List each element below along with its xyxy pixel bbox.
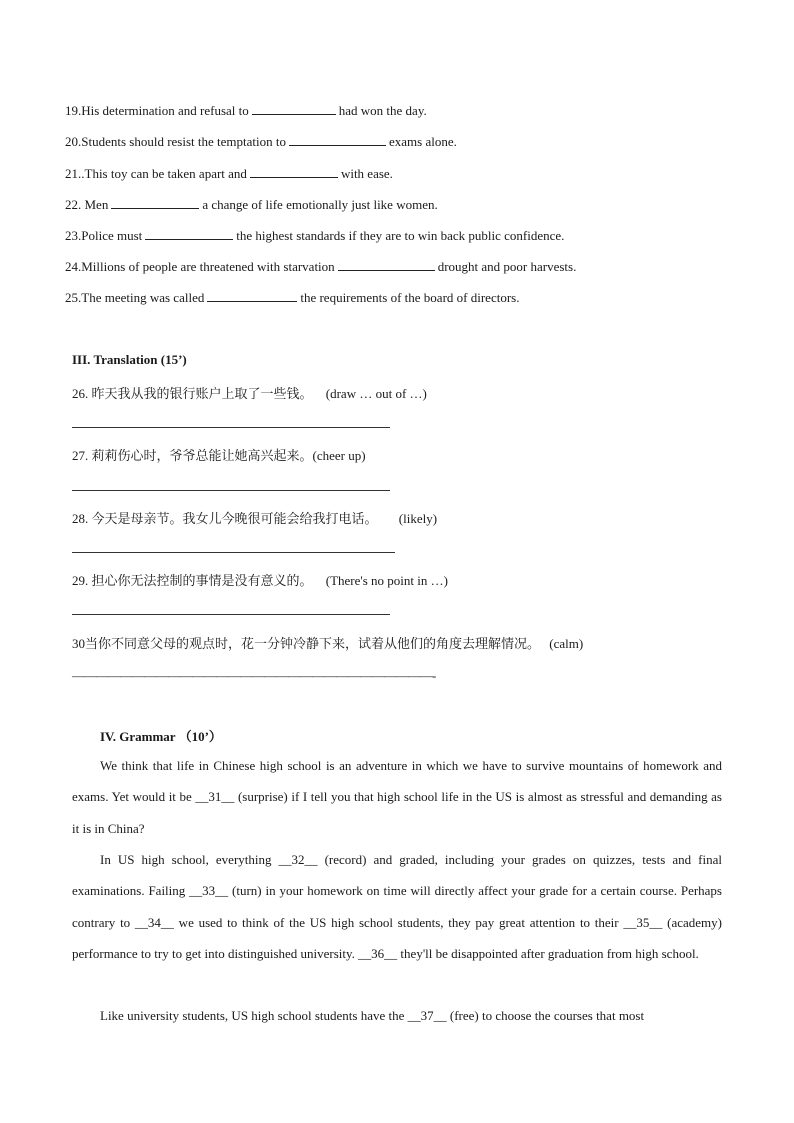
question-26: 26. 昨天我从我的银行账户上取了一些钱。 (draw … out of …)	[72, 386, 427, 402]
grammar-paragraph-2: In US high school, everything __32__ (record) and graded, including your grades on quizzes, tests and final examinations. Failing __33__ (turn) in your homework on time will directly affect your grade for a certain course. Perhaps contrary to __34__ we used to think of the US high school students, they pay great attention to their __35__ (academy) performance to try to get into distinguished university. __36__ they'll be disappointed after graduation from high school.	[72, 852, 722, 961]
question-23: 23.Police must the highest standards if they are to win back public confidence.	[65, 228, 565, 243]
question-21: 21..This toy can be taken apart and with ease.	[65, 166, 393, 181]
grammar-paragraph-1: We think that life in Chinese high school is an adventure in which we have to survive mountains of homework and exams. Yet would it be __31__ (surprise) if I tell you that high school life in the US is almost as stressful and demanding as it is in China?	[72, 758, 722, 836]
answer-line-26[interactable]	[72, 427, 390, 428]
answer-line-30[interactable]: ——————————————————————————————-	[72, 668, 436, 683]
answer-blank[interactable]	[111, 196, 199, 209]
question-25: 25.The meeting was called the requirements of the board of directors.	[65, 290, 520, 305]
question-27: 27. 莉莉伤心时，爷爷总能让她高兴起来。(cheer up)	[72, 448, 366, 464]
question-24: 24.Millions of people are threatened with starvation drought and poor harvests.	[65, 259, 577, 274]
answer-line-29[interactable]	[72, 614, 390, 615]
question-28: 28. 今天是母亲节。我女儿今晚很可能会给我打电话。 (likely)	[72, 511, 438, 527]
grammar-paragraph-3: Like university students, US high school students have the __37__ (free) to choose the courses that most	[100, 1008, 645, 1023]
answer-blank[interactable]	[338, 258, 435, 271]
answer-blank[interactable]	[289, 133, 386, 146]
answer-line-27[interactable]	[72, 490, 390, 491]
answer-blank[interactable]	[252, 102, 336, 115]
question-20: 20.Students should resist the temptation to exams alone.	[65, 134, 457, 149]
question-29: 29. 担心你无法控制的事情是没有意义的。 (There's no point in …)	[72, 573, 448, 589]
answer-blank[interactable]	[145, 227, 233, 240]
answer-blank[interactable]	[207, 289, 297, 302]
question-30: 30当你不同意父母的观点时，花一分钟冷静下来，试着从他们的角度去理解情况。 (calm)	[72, 636, 584, 652]
answer-line-28[interactable]	[72, 552, 395, 553]
question-22: 22. Men a change of life emotionally just like women.	[65, 197, 438, 212]
answer-blank[interactable]	[250, 165, 338, 178]
translation-heading: III. Translation (15’)	[72, 352, 187, 367]
grammar-heading: IV. Grammar （10’）	[100, 729, 222, 744]
question-19: 19.His determination and refusal to had won the day.	[65, 103, 427, 118]
